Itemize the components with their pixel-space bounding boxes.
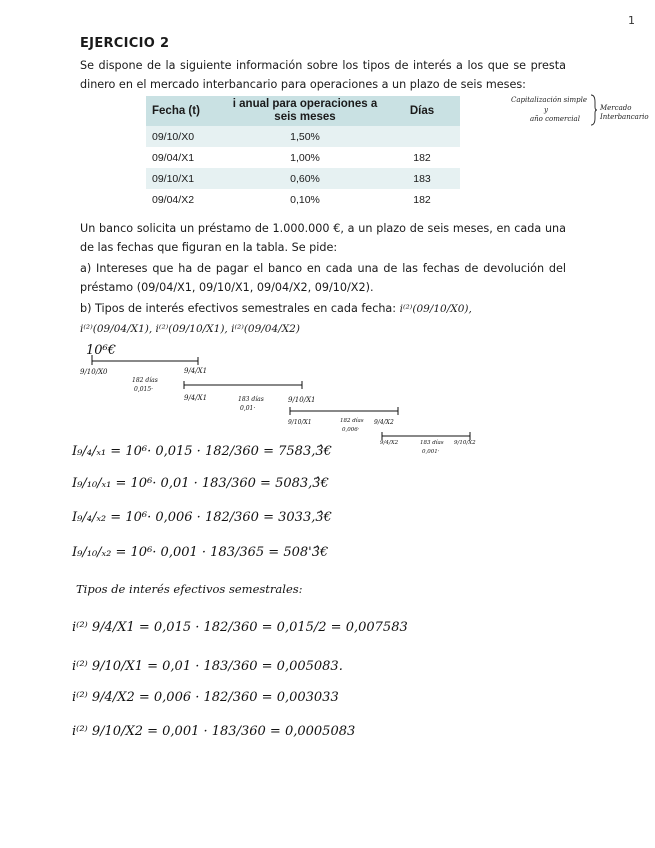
rate-equation (72, 659, 343, 674)
cell-i: 1,50% (226, 126, 384, 147)
interest-equation (72, 545, 328, 560)
intro-paragraph (80, 56, 566, 94)
cell-dias (384, 126, 460, 147)
timeline-date: 9/4/X1 (184, 367, 208, 375)
cell-i: 1,00% (226, 147, 384, 168)
timeline-days: 182 días (132, 377, 158, 384)
eq-label: I₉/₄/ₓ₂ = (72, 510, 122, 525)
question-b (80, 299, 566, 339)
eq-expr: 10⁶· 0,015 · 182/360 = (125, 444, 274, 459)
eq-expr: 10⁶· 0,006 · 182/360 = (125, 510, 274, 525)
question-a: a) Intereses que ha de pagar el banco en cada una de las fechas de devolución del préstamo (09/04/X1, 09/10/X1, 09/04/X2, 09/10/X2). (80, 262, 566, 294)
interest-equation (72, 444, 332, 459)
margin-note-mercado: Mercado (600, 104, 632, 112)
table-row (146, 126, 460, 147)
eq-expr: 10⁶· 0,001 · 183/365 = (130, 545, 280, 560)
timeline-date: 9/4/X1 (184, 394, 208, 402)
eq-label: I₉/₄/ₓ₁ = (72, 444, 122, 459)
brace-icon (590, 94, 598, 126)
rate-equation (72, 724, 355, 739)
eq-result: 5083,3̂€ (275, 476, 329, 491)
eq-label: I₉/₁₀/ₓ₁ = (72, 476, 127, 491)
header-dias: Días (384, 96, 460, 126)
cell-dias: 182 (384, 189, 460, 210)
eq-label: i⁽²⁾ 9/4/X1 = (72, 620, 150, 635)
timeline-date: 9/10/X0 (80, 368, 108, 376)
cell-fecha: 09/04/X2 (146, 189, 226, 210)
cell-dias: 182 (384, 147, 460, 168)
margin-note-anio: año comercial (530, 115, 580, 123)
eq-result: 0,005083. (276, 659, 343, 674)
eq-expr: 0,006 · 182/360 = (153, 690, 273, 705)
cell-i: 0,10% (226, 189, 384, 210)
eq-label: i⁽²⁾ 9/10/X2 = (72, 724, 159, 739)
rate-equation (72, 690, 339, 705)
eq-expr: 0,01 · 183/360 = (162, 659, 273, 674)
eq-result: 7583,3̂€ (278, 444, 332, 459)
cell-dias: 183 (384, 168, 460, 189)
cell-fecha: 09/04/X1 (146, 147, 226, 168)
cell-fecha: 09/10/X0 (146, 126, 226, 147)
interest-table (146, 96, 460, 210)
table-row (146, 168, 460, 189)
timeline-date: 9/10/X2 (454, 440, 476, 446)
eq-result: 508'3̂€ (283, 545, 329, 560)
eq-result: 0,003033 (276, 690, 339, 705)
margin-note-y: y (544, 106, 548, 114)
margin-note-interbancario: Interbancario (600, 113, 649, 121)
margin-note-cap: Capitalización simple (511, 96, 588, 104)
eq-label: i⁽²⁾ 9/10/X1 = (72, 659, 159, 674)
interest-equation (72, 510, 332, 525)
eq-label: I₉/₁₀/ₓ₂ = (72, 545, 127, 560)
timeline-rate: 0,001· (422, 449, 440, 455)
cell-i: 0,60% (226, 168, 384, 189)
timeline-rate: 0,01· (240, 405, 256, 412)
question-b-math1: i⁽²⁾(09/10/X0), (399, 303, 472, 315)
timeline-date: 9/4/X2 (380, 440, 399, 446)
principal-label: 10⁶€ (86, 343, 117, 358)
rates-title: Tipos de interés efectivos semestrales: (76, 582, 303, 596)
timeline-date: 9/10/X1 (288, 419, 312, 426)
table-header-row (146, 96, 460, 126)
eq-label: i⁽²⁾ 9/4/X2 = (72, 690, 150, 705)
eq-expr: 0,001 · 183/360 = (162, 724, 281, 739)
eq-result: 0,007583 (345, 620, 408, 635)
eq-result: 0,0005083 (284, 724, 356, 739)
header-fecha: Fecha (t) (146, 96, 226, 126)
timeline-days: 183 días (238, 396, 264, 403)
eq-result: 3033,3̂€ (278, 510, 332, 525)
timeline-rate: 0,015· (134, 386, 154, 393)
timeline-rate: 0,006· (342, 427, 360, 433)
timeline-date: 9/10/X1 (288, 396, 316, 404)
rate-equation (72, 620, 408, 635)
timeline-diagram (80, 355, 480, 450)
cell-fecha: 09/10/X1 (146, 168, 226, 189)
table-row (146, 189, 460, 210)
question-b-text: b) Tipos de interés efectivos semestrales en cada fecha: (80, 302, 397, 315)
page-number: 1 (628, 14, 635, 27)
timeline-days: 182 días (340, 418, 364, 424)
header-i-anual: i anual para operaciones a seis meses (226, 96, 384, 126)
table-row (146, 147, 460, 168)
intro-text: Se dispone de la siguiente información sobre los tipos de interés a los que se presta dinero en el mercado interbancario para operaciones a un plazo de seis meses: (80, 59, 566, 91)
interest-equation (72, 476, 329, 491)
timeline-days: 183 días (420, 440, 444, 446)
exercise-title: EJERCICIO 2 (80, 36, 170, 51)
eq-expr: 0,015 · 182/360 = 0,015/2 = (153, 620, 342, 635)
timeline-date: 9/4/X2 (374, 419, 394, 426)
statement-paragraph: Un banco solicita un préstamo de 1.000.000 €, a un plazo de seis meses, en cada una de las fechas que figuran en la tabla. Se pide: (80, 222, 566, 254)
eq-expr: 10⁶· 0,01 · 183/360 = (130, 476, 271, 491)
question-b-math2: i⁽²⁾(09/04/X1), i⁽²⁾(09/10/X1), i⁽²⁾(09/04/X2) (80, 323, 300, 335)
